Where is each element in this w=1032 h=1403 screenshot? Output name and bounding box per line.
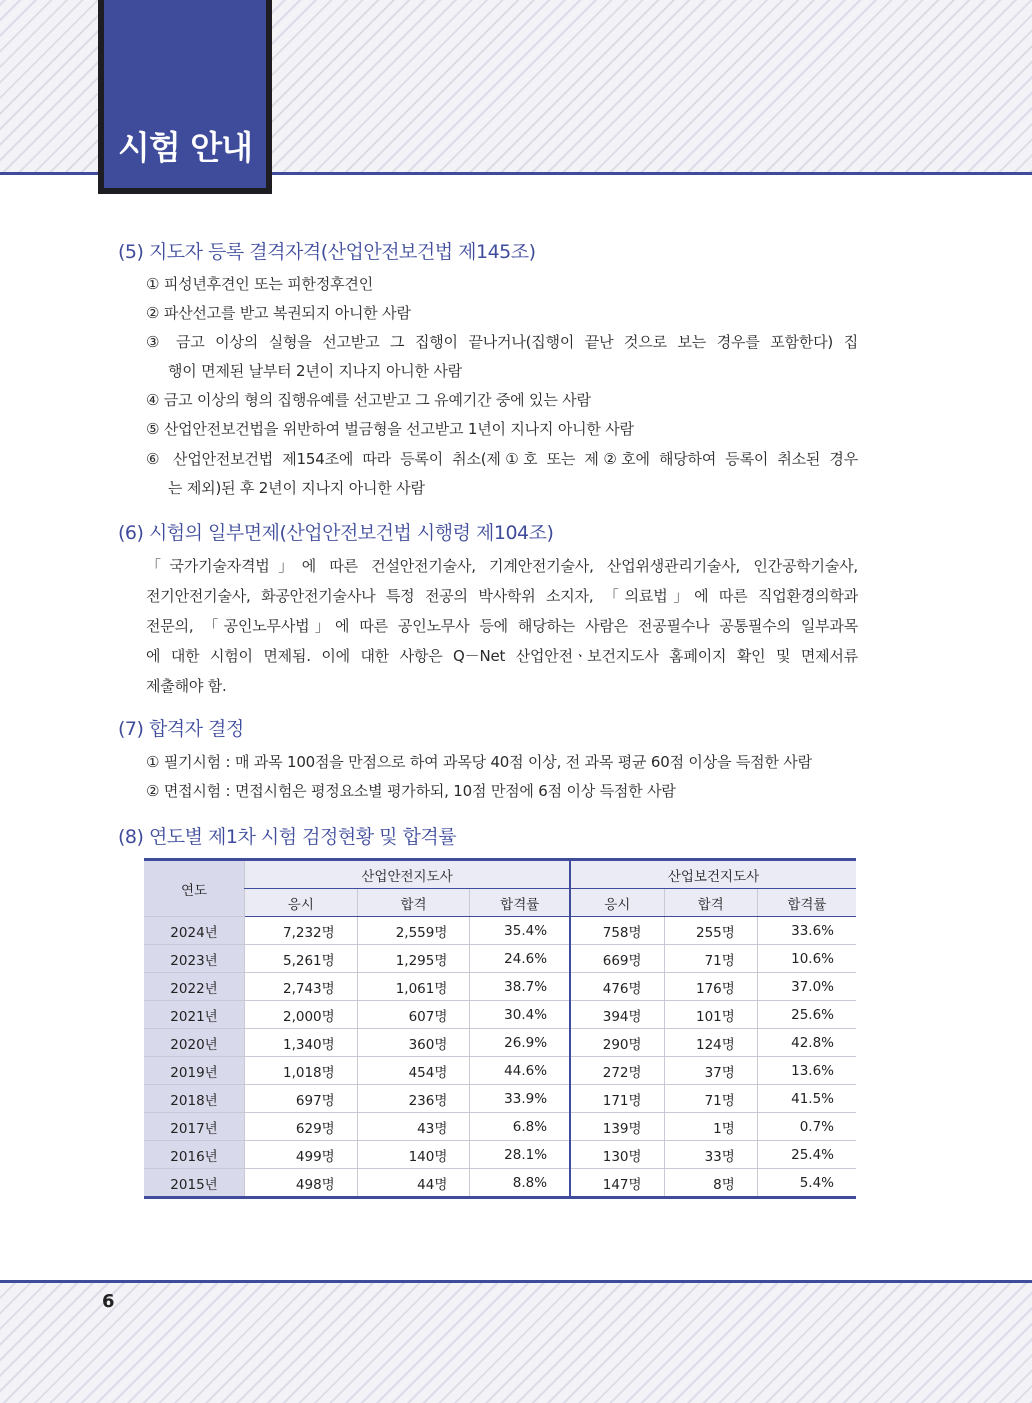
section-5-item-3: ③ 금고 이상의 실형을 선고받고 그 집행이 끝나거나(집행이 끝난 것으로 보는 경우를 포함한다) 집: [146, 333, 858, 351]
safety-passed-cell: 360명: [357, 1029, 470, 1057]
year-cell: 2017년: [144, 1113, 245, 1141]
year-cell: 2023년: [144, 945, 245, 973]
table-row: [144, 917, 856, 945]
section-5-item-2: ② 파산선고를 받고 복권되지 아니한 사람: [146, 304, 411, 322]
safety-applicants-cell: 629명: [245, 1113, 358, 1141]
section-7-item-1: ① 필기시험 : 매 과목 100점을 만점으로 하여 과목당 40점 이상, 전 과목 평균 60점 이상을 득점한 사람: [146, 753, 812, 771]
safety-passed-cell: 1,295명: [357, 945, 470, 973]
section-6-line-4: 에 대한 시험이 면제됨. 이에 대한 사항은 Q－Net 산업안전ㆍ보건지도사 홈페이지 확인 및 면제서류: [146, 647, 858, 665]
safety-rate-cell: 30.4%: [470, 1001, 570, 1029]
safety-applicants-cell: 499명: [245, 1141, 358, 1169]
safety-applicants-cell: 2,000명: [245, 1001, 358, 1029]
safety-applicants-cell: 5,261명: [245, 945, 358, 973]
safety-rate-cell: 8.8%: [470, 1169, 570, 1198]
section-5-item-6-cont: 는 제외)된 후 2년이 지나지 아니한 사람: [168, 479, 425, 497]
health-applicants-cell: 758명: [570, 917, 664, 945]
health-passed-cell: 1명: [664, 1113, 757, 1141]
section-8-heading: (8) 연도별 제1차 시험 검정현황 및 합격률: [118, 826, 457, 848]
section-5-item-6: ⑥ 산업안전보건법 제154조에 따라 등록이 취소(제①호 또는 제②호에 해당하여 등록이 취소된 경우: [146, 450, 858, 468]
subheader-safety-rate: 합격률: [470, 889, 570, 917]
health-rate-cell: 37.0%: [757, 973, 856, 1001]
group-header-safety: 산업안전지도사: [245, 860, 571, 889]
health-passed-cell: 101명: [664, 1001, 757, 1029]
safety-applicants-cell: 7,232명: [245, 917, 358, 945]
health-passed-cell: 71명: [664, 1085, 757, 1113]
table-row: [144, 1113, 856, 1141]
year-column-header: 연도: [144, 860, 245, 917]
section-6-line-1: 「국가기술자격법」에 따른 건설안전기술사, 기계안전기술사, 산업위생관리기술사, 인간공학기술사,: [146, 557, 858, 575]
footer-hatch-band: [0, 1280, 1032, 1403]
section-5-item-4: ④ 금고 이상의 형의 집행유예를 선고받고 그 유예기간 중에 있는 사람: [146, 391, 591, 409]
table-row: [144, 1029, 856, 1057]
subheader-health-passed: 합격: [664, 889, 757, 917]
health-applicants-cell: 290명: [570, 1029, 664, 1057]
health-passed-cell: 176명: [664, 973, 757, 1001]
health-rate-cell: 41.5%: [757, 1085, 856, 1113]
year-cell: 2015년: [144, 1169, 245, 1198]
health-applicants-cell: 476명: [570, 973, 664, 1001]
health-rate-cell: 0.7%: [757, 1113, 856, 1141]
table-row: [144, 1085, 856, 1113]
safety-applicants-cell: 1,018명: [245, 1057, 358, 1085]
health-rate-cell: 5.4%: [757, 1169, 856, 1198]
safety-passed-cell: 43명: [357, 1113, 470, 1141]
health-rate-cell: 10.6%: [757, 945, 856, 973]
table-row: [144, 1057, 856, 1085]
safety-applicants-cell: 697명: [245, 1085, 358, 1113]
page-number: 6: [102, 1291, 115, 1312]
year-cell: 2024년: [144, 917, 245, 945]
safety-passed-cell: 44명: [357, 1169, 470, 1198]
section-5-heading: (5) 지도자 등록 결격자격(산업안전보건법 제145조): [118, 241, 536, 263]
section-7-heading: (7) 합격자 결정: [118, 718, 244, 740]
health-applicants-cell: 394명: [570, 1001, 664, 1029]
table-row: [144, 1141, 856, 1169]
health-applicants-cell: 147명: [570, 1169, 664, 1198]
safety-rate-cell: 26.9%: [470, 1029, 570, 1057]
subheader-health-rate: 합격률: [757, 889, 856, 917]
health-passed-cell: 255명: [664, 917, 757, 945]
safety-rate-cell: 28.1%: [470, 1141, 570, 1169]
safety-rate-cell: 6.8%: [470, 1113, 570, 1141]
health-rate-cell: 25.4%: [757, 1141, 856, 1169]
safety-rate-cell: 38.7%: [470, 973, 570, 1001]
year-cell: 2016년: [144, 1141, 245, 1169]
health-applicants-cell: 130명: [570, 1141, 664, 1169]
health-passed-cell: 124명: [664, 1029, 757, 1057]
year-cell: 2021년: [144, 1001, 245, 1029]
health-rate-cell: 42.8%: [757, 1029, 856, 1057]
health-applicants-cell: 139명: [570, 1113, 664, 1141]
safety-passed-cell: 1,061명: [357, 973, 470, 1001]
section-6-heading: (6) 시험의 일부면제(산업안전보건법 시행령 제104조): [118, 522, 554, 544]
section-7-item-2: ② 면접시험 : 면접시험은 평정요소별 평가하되, 10점 만점에 6점 이상 득점한 사람: [146, 782, 676, 800]
year-cell: 2022년: [144, 973, 245, 1001]
safety-passed-cell: 607명: [357, 1001, 470, 1029]
health-passed-cell: 37명: [664, 1057, 757, 1085]
group-header-health: 산업보건지도사: [570, 860, 856, 889]
safety-rate-cell: 35.4%: [470, 917, 570, 945]
safety-rate-cell: 24.6%: [470, 945, 570, 973]
subheader-safety-applicants: 응시: [245, 889, 358, 917]
safety-rate-cell: 44.6%: [470, 1057, 570, 1085]
safety-applicants-cell: 1,340명: [245, 1029, 358, 1057]
health-applicants-cell: 171명: [570, 1085, 664, 1113]
section-6-line-2: 전기안전기술사, 화공안전기술사나 특정 전공의 박사학위 소지자, 「의료법」에 따른 직업환경의학과: [146, 587, 858, 605]
safety-passed-cell: 140명: [357, 1141, 470, 1169]
section-6-line-3: 전문의, 「공인노무사법」에 따른 공인노무사 등에 해당하는 사람은 전공필수나 공통필수의 일부과목: [146, 617, 858, 635]
health-applicants-cell: 669명: [570, 945, 664, 973]
safety-passed-cell: 2,559명: [357, 917, 470, 945]
health-rate-cell: 13.6%: [757, 1057, 856, 1085]
safety-applicants-cell: 498명: [245, 1169, 358, 1198]
section-5-item-5: ⑤ 산업안전보건법을 위반하여 벌금형을 선고받고 1년이 지나지 아니한 사람: [146, 420, 634, 438]
health-applicants-cell: 272명: [570, 1057, 664, 1085]
safety-passed-cell: 454명: [357, 1057, 470, 1085]
subheader-safety-passed: 합격: [357, 889, 470, 917]
safety-applicants-cell: 2,743명: [245, 973, 358, 1001]
table-row: [144, 1169, 856, 1198]
section-5-item-3-cont: 행이 면제된 날부터 2년이 지나지 아니한 사람: [168, 362, 462, 380]
safety-rate-cell: 33.9%: [470, 1085, 570, 1113]
section-5-item-1: ① 피성년후견인 또는 피한정후견인: [146, 275, 374, 293]
year-cell: 2020년: [144, 1029, 245, 1057]
table-row: [144, 1001, 856, 1029]
table-row: [144, 945, 856, 973]
section-6-line-5: 제출해야 함.: [146, 677, 227, 695]
health-passed-cell: 8명: [664, 1169, 757, 1198]
pass-rate-table: [144, 858, 856, 1199]
year-cell: 2019년: [144, 1057, 245, 1085]
health-passed-cell: 33명: [664, 1141, 757, 1169]
safety-passed-cell: 236명: [357, 1085, 470, 1113]
health-rate-cell: 33.6%: [757, 917, 856, 945]
subheader-health-applicants: 응시: [570, 889, 664, 917]
health-passed-cell: 71명: [664, 945, 757, 973]
health-rate-cell: 25.6%: [757, 1001, 856, 1029]
table-row: [144, 973, 856, 1001]
year-cell: 2018년: [144, 1085, 245, 1113]
page-title: 시험 안내: [117, 128, 252, 167]
